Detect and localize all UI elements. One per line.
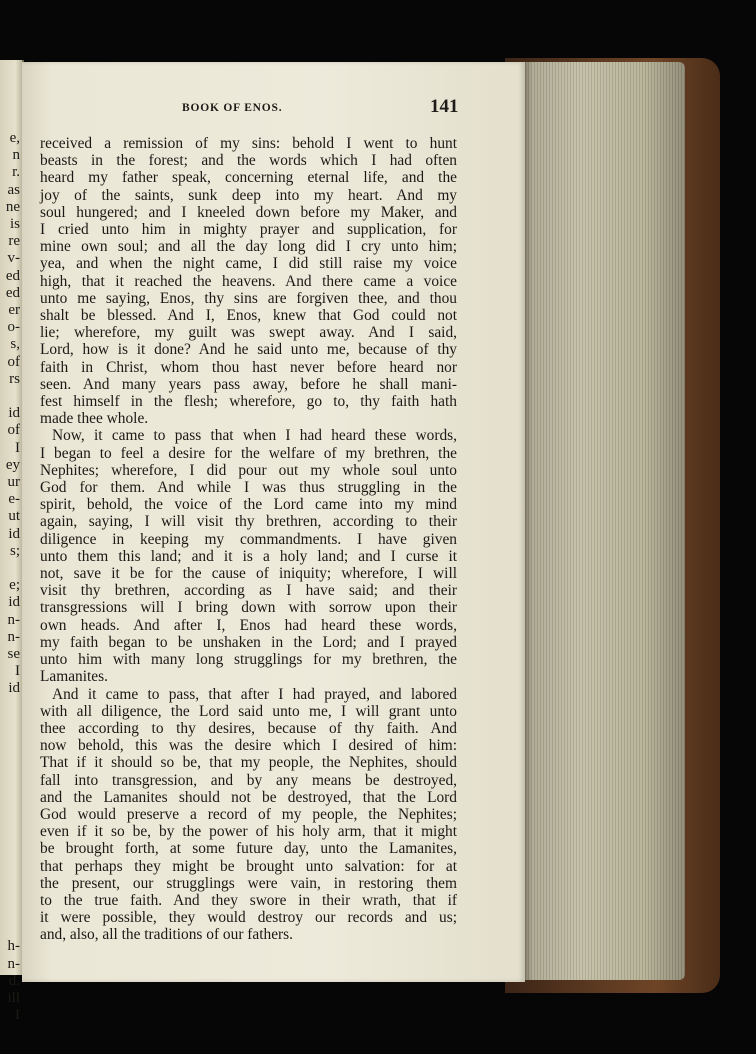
text-line: God would preserve a record of my people, the Nephites; — [40, 805, 457, 823]
text-line: beasts in the forest; and the words which I had often — [40, 152, 457, 170]
text-line: lie; wherefore, my guilt was swept away. And I said, — [40, 324, 457, 342]
facing-page-fragment: e; — [9, 577, 20, 594]
text-line: soul hungered; and I kneeled down before my Maker, and — [40, 203, 457, 221]
text-line: Nephites; wherefore, I did pour out my whole soul unto — [40, 461, 457, 479]
facing-page-fragment: ed — [5, 284, 20, 301]
text-line: received a remission of my sins: behold I went to hunt — [40, 135, 457, 152]
text-line: diligence in keeping my commandments. I have given — [40, 530, 457, 548]
text-line: even if it so be, by the power of his holy arm, that it might — [40, 823, 457, 841]
text-line: mine own soul; and all the day long did I cry unto him; — [40, 238, 457, 256]
facing-page-fragment: I — [15, 663, 20, 680]
facing-page-fragment: is — [9, 216, 20, 232]
text-line: thee according to thy desires, because of thy faith. And — [40, 719, 457, 737]
facing-page-fragment: ed — [5, 267, 20, 284]
facing-page-fragment: v- — [7, 250, 20, 267]
facing-page-fragment: ut — [8, 508, 20, 525]
facing-page-fragment: I — [15, 439, 20, 456]
facing-page-fragment: ne — [5, 198, 20, 215]
book-page — [22, 62, 525, 982]
text-line: Lamanites. — [40, 668, 108, 686]
facing-page-fragment: se — [7, 646, 20, 662]
body-text — [40, 135, 457, 944]
facing-page-fragment: s, — [10, 336, 20, 353]
text-line: Lord, how is it done? And he said unto me, because of thy — [40, 341, 457, 359]
facing-page-fragment: n — [12, 147, 20, 164]
text-line: spirit, behold, the voice of the Lord came into my mind — [40, 496, 457, 514]
facing-page-fragment: n- — [7, 611, 20, 628]
page-fore-edge — [522, 62, 685, 980]
page-number: 141 — [430, 96, 459, 117]
text-line: my faith began to be unshaken in the Lord; and I prayed — [40, 633, 457, 651]
text-line: And it came to pass, that after I had prayed, and labored — [52, 685, 457, 703]
text-line: fall into transgression, and by any means be destroyed, — [40, 771, 457, 789]
facing-page-fragment: ur — [7, 474, 20, 490]
text-line: and the Lamanites should not be destroyed, that the Lord — [40, 788, 457, 806]
facing-page-fragment: er — [8, 302, 20, 318]
text-line: Now, it came to pass that when I had heard these words, — [52, 427, 457, 445]
text-line: unto him with many long strugglings for my brethren, the — [40, 651, 457, 669]
text-line: joy of the saints, sunk deep into my heart. And my — [40, 186, 457, 204]
text-line: unto them this land; and it is a holy land; and I curse it — [40, 547, 457, 565]
facing-page-fragment: re — [8, 233, 20, 250]
text-line: made thee whole. — [40, 410, 149, 428]
text-line: yea, and when the night came, I did still raise my voice — [40, 255, 457, 273]
text-line: That if it should so be, that my people, the Nephites, should — [40, 754, 457, 772]
text-line: with all diligence, the Lord said unto me, I will grant unto — [40, 702, 457, 720]
facing-page-fragment: n- — [7, 628, 20, 645]
text-line: faith in Christ, whom thou hast never before heard nor — [40, 358, 457, 376]
facing-page-fragment: ill — [7, 990, 20, 1006]
text-line: heard my father speak, concerning eternal life, and the — [40, 169, 457, 187]
facing-page-fragment: d. — [8, 972, 20, 989]
text-line: fest himself in the flesh; wherefore, go to, thy faith hath — [40, 393, 457, 411]
text-line: unto me saying, Enos, thy sins are forgiven thee, and thou — [40, 289, 457, 307]
facing-page-fragment: as — [7, 181, 20, 198]
text-line: visit thy brethren, according as I have said; and their — [40, 582, 457, 600]
facing-page-edge — [0, 60, 24, 1024]
text-line: that perhaps they might be brought unto salvation: for at — [40, 857, 457, 875]
text-line: God for them. And while I was thus struggling in the — [40, 479, 457, 497]
text-line: shalt be blessed. And I, Enos, knew that God could not — [40, 307, 457, 325]
text-line: I began to feel a desire for the welfare of my brethren, the — [40, 444, 457, 462]
facing-page-fragment: id — [8, 594, 20, 611]
text-line: own heads. And after I, Enos had heard these words, — [40, 616, 457, 634]
facing-page-fragment: e- — [8, 491, 20, 508]
facing-page-fragment: id — [8, 525, 20, 542]
text-line: again, saying, I will visit thy brethren, according to their — [40, 513, 457, 531]
facing-page-fragment: of — [7, 422, 20, 439]
text-line: I cried unto him in mighty prayer and supplication, for — [40, 221, 457, 239]
text-line: high, that it reached the heavens. And there came a voice — [40, 272, 457, 290]
facing-page-fragment: rs — [9, 370, 20, 387]
text-line: transgressions will I bring down with sorrow upon their — [40, 599, 457, 617]
text-line: it were possible, they would destroy our records and us; — [40, 909, 457, 927]
text-line: and, also, all the traditions of our fathers. — [40, 926, 294, 944]
facing-page-fragment: e, — [9, 130, 20, 146]
text-line: seen. And many years pass away, before he shall mani- — [40, 375, 457, 393]
text-line: not, save it be for the cause of iniquity; wherefore, I will — [40, 565, 457, 583]
facing-page-fragment: I — [15, 1007, 20, 1024]
facing-page-fragment: id — [8, 405, 20, 422]
facing-page-fragment: id — [8, 680, 20, 697]
text-line: be brought forth, at some future day, unto the Lamanites, — [40, 840, 457, 858]
text-line: to the true faith. And they swore in their wrath, that if — [40, 891, 457, 909]
facing-page-fragment: of — [7, 353, 20, 370]
text-line: now behold, this was the desire which I desired of him: — [40, 737, 457, 755]
facing-page-fragment: h- — [7, 938, 20, 955]
text-line: the present, our strugglings were vain, in restoring them — [40, 874, 457, 892]
facing-page-fragment: ey — [5, 456, 20, 473]
facing-page-fragment: n- — [7, 955, 20, 972]
facing-page-fragment: o- — [7, 319, 20, 336]
facing-page-fragment: s; — [9, 542, 20, 559]
facing-page-fragment: r. — [12, 164, 20, 181]
running-head: BOOK OF ENOS. — [182, 102, 283, 114]
